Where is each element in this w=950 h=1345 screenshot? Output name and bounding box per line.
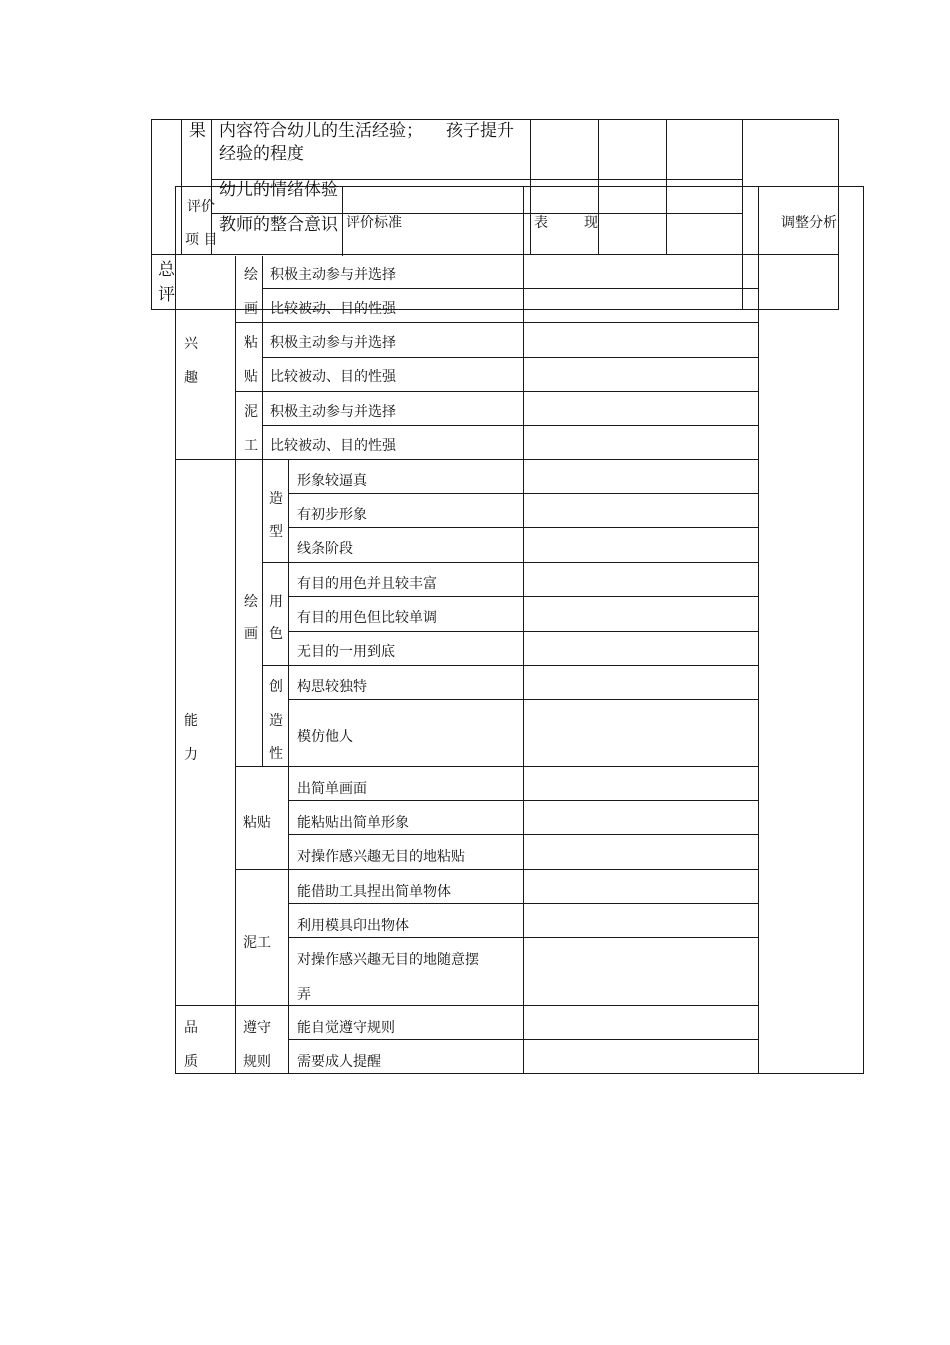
grid-line (235, 322, 759, 323)
grid-line (151, 254, 839, 255)
standard-text: 出简单画面 (297, 781, 367, 797)
grid-line (530, 119, 531, 255)
standard-text: 积极主动参与并选择 (270, 335, 396, 351)
header-analysis-label: 调整分析 (781, 215, 837, 231)
standard-text: 对操作感兴趣无目的地粘贴 (297, 849, 465, 865)
standard-text: 弄 (297, 987, 311, 1003)
grid-line (211, 213, 742, 214)
grid-line (288, 903, 759, 904)
subcategory-label: 粘 (244, 335, 258, 351)
grid-line (288, 1039, 759, 1040)
header-standard-label: 评价标准 (346, 215, 402, 231)
subcategory-label: 泥 (244, 404, 258, 420)
aspect-label: 型 (269, 524, 283, 540)
standard-text: 形象较逼真 (297, 473, 367, 489)
grid-line (151, 119, 152, 310)
subcategory-label: 贴 (244, 369, 258, 385)
header-item-label: 项 目 (185, 232, 218, 248)
grid-line (235, 766, 759, 767)
subcategory-label: 泥工 (243, 935, 271, 951)
grid-line (288, 937, 759, 938)
standard-text: 积极主动参与并选择 (270, 404, 396, 420)
criterion-text: 教师的整合意识 (219, 215, 338, 235)
grid-line (235, 391, 759, 392)
grid-line (288, 527, 759, 528)
standard-text: 比较被动、目的性强 (270, 301, 396, 317)
standard-text: 比较被动、目的性强 (270, 369, 396, 385)
grid-line (523, 186, 524, 1074)
grid-line (598, 119, 599, 255)
category-label: 品 (184, 1020, 198, 1036)
grid-line (175, 1005, 759, 1006)
category-label: 趣 (184, 370, 198, 386)
grid-line (235, 869, 759, 870)
standard-text: 比较被动、目的性强 (270, 438, 396, 454)
aspect-label: 造 (269, 491, 283, 507)
grid-line (666, 119, 667, 255)
criterion-text: 幼儿的情绪体验 (219, 180, 338, 200)
grid-line (758, 186, 759, 1074)
grid-line (863, 186, 864, 1074)
subcategory-label: 工 (244, 438, 258, 454)
grid-line (742, 119, 743, 310)
grid-line (262, 562, 759, 563)
grid-line (262, 357, 759, 358)
grid-line (288, 596, 759, 597)
aspect-label: 造 (269, 713, 283, 729)
standard-text: 需要成人提醒 (297, 1054, 381, 1070)
aspect-label: 性 (269, 746, 283, 762)
standard-text: 利用模具印出物体 (297, 918, 409, 934)
grid-line (181, 119, 182, 255)
standard-text: 对操作感兴趣无目的地随意摆 (297, 952, 479, 968)
header-performance-label: 现 (584, 215, 598, 231)
grid-line (288, 493, 759, 494)
subcategory-label: 粘贴 (243, 815, 271, 831)
result-label: 果 (189, 121, 206, 141)
category-label: 兴 (184, 336, 198, 352)
criterion-text: 孩子提升 (446, 121, 514, 141)
grid-line (288, 631, 759, 632)
grid-line (175, 186, 176, 1074)
standard-text: 能粘贴出简单形象 (297, 815, 409, 831)
grid-line (288, 834, 759, 835)
criterion-text: 内容符合幼儿的生活经验； (219, 121, 423, 141)
subcategory-label: 绘 (244, 594, 258, 610)
standard-text: 构思较独特 (297, 679, 367, 695)
grid-line (262, 459, 263, 766)
aspect-label: 色 (269, 626, 283, 642)
subcategory-label: 画 (244, 301, 258, 317)
grid-line (151, 119, 839, 120)
grid-line (262, 665, 759, 666)
subcategory-label: 绘 (244, 267, 258, 283)
standard-text: 有初步形象 (297, 507, 367, 523)
summary-label: 评 (158, 285, 175, 305)
summary-label: 总 (158, 260, 175, 280)
aspect-label: 用 (269, 594, 283, 610)
category-label: 能 (184, 713, 198, 729)
grid-line (175, 1073, 864, 1074)
category-label: 力 (184, 747, 198, 763)
grid-line (838, 119, 839, 310)
standard-text: 能自觉遵守规则 (297, 1020, 395, 1036)
standard-text: 有目的用色但比较单调 (297, 610, 437, 626)
category-label: 质 (184, 1054, 198, 1070)
standard-text: 能借助工具捏出简单物体 (297, 884, 451, 900)
header-item-label: 评价 (187, 199, 215, 215)
grid-line (262, 425, 759, 426)
standard-text: 线条阶段 (297, 541, 353, 557)
criterion-text: 经验的程度 (219, 144, 304, 164)
subcategory-label: 遵守 (243, 1020, 271, 1036)
standard-text: 无目的一用到底 (297, 644, 395, 660)
grid-line (235, 256, 236, 1073)
grid-line (342, 186, 343, 256)
standard-text: 有目的用色并且较丰富 (297, 576, 437, 592)
header-performance-label: 表 (534, 215, 548, 231)
aspect-label: 创 (269, 679, 283, 695)
standard-text: 积极主动参与并选择 (270, 267, 396, 283)
subcategory-label: 规则 (243, 1054, 271, 1070)
subcategory-label: 画 (244, 626, 258, 642)
grid-line (262, 288, 759, 289)
grid-line (288, 699, 759, 700)
grid-line (288, 800, 759, 801)
standard-text: 模仿他人 (297, 729, 353, 745)
